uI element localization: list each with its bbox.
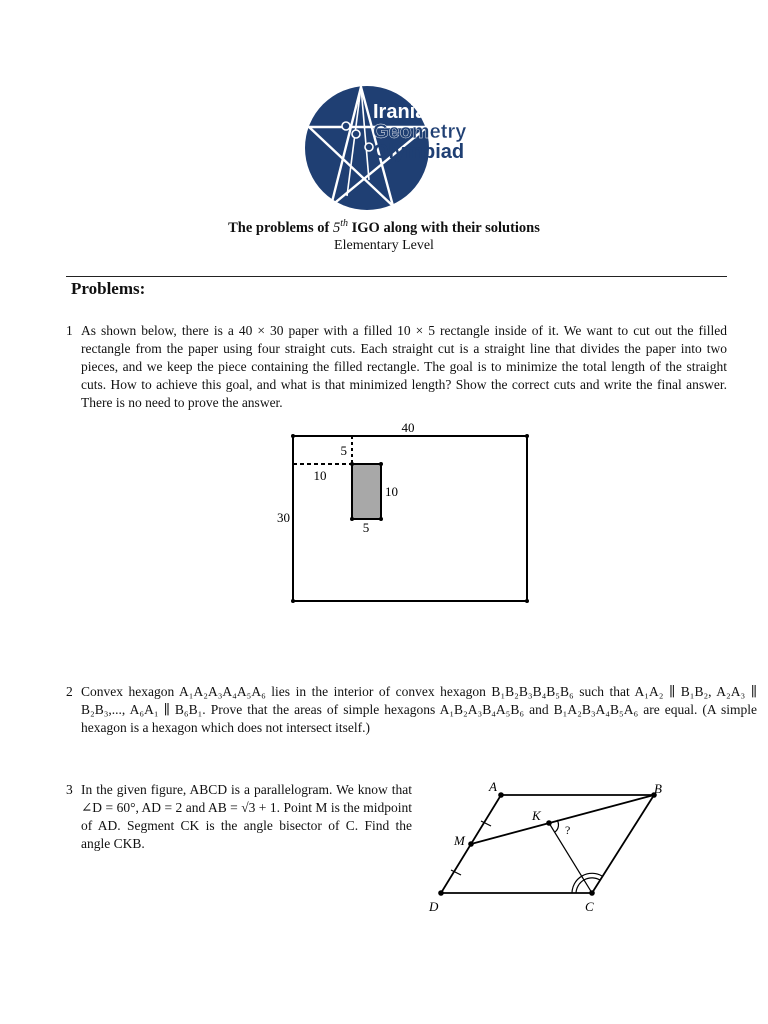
corner-point bbox=[291, 434, 295, 438]
label-width-40: 40 bbox=[401, 420, 415, 435]
corner-point bbox=[350, 517, 354, 521]
point-m bbox=[468, 841, 474, 847]
corner-point bbox=[525, 599, 529, 603]
problem-number: 3 bbox=[66, 782, 73, 797]
point-a bbox=[498, 792, 504, 798]
label-a: A bbox=[489, 779, 497, 794]
label-k: K bbox=[532, 808, 541, 823]
problem-3 bbox=[66, 781, 412, 853]
title-suffix: IGO along with their solutions bbox=[351, 219, 540, 236]
logo-dot bbox=[352, 130, 360, 138]
page-subtitle: Elementary Level bbox=[334, 238, 434, 253]
logo-dot bbox=[342, 122, 350, 130]
logo-text-iranian: Iranian bbox=[373, 101, 439, 123]
corner-point bbox=[379, 517, 383, 521]
problem-number: 1 bbox=[66, 323, 73, 338]
logo-dot bbox=[365, 143, 373, 151]
label-m: M bbox=[454, 833, 465, 848]
page-title bbox=[0, 218, 768, 237]
problem-text: In the given figure, ABCD is a parallelogram. We know that ∠D = 60°, AD = 2 and AB = √3 + 1. Point M is the midpoint of AD. Segment CK is the angle bisector of C. Find the angle CKB. bbox=[81, 782, 412, 851]
section-divider bbox=[66, 276, 727, 277]
corner-point bbox=[350, 462, 354, 466]
label-d: D bbox=[429, 899, 439, 914]
igo-logo bbox=[303, 84, 493, 212]
label-rect-width: 5 bbox=[362, 520, 370, 535]
label-b: B bbox=[654, 781, 662, 796]
problem-text: As shown below, there is a 40 × 30 paper with a filled 10 × 5 rectangle inside of it. We want to cut out the filled rectangle from the paper using four straight cuts. Each straight cut is a straight line that divides the paper into two pieces, and we keep the piece containing the filled rectangle. The goal is to minimize the total length of the straight cuts. How to achieve this goal, and what is that minimized length? Show the correct cuts and write the final answer. There is no need to prove the answer. bbox=[81, 323, 727, 410]
point-d bbox=[438, 890, 444, 896]
point-k bbox=[546, 820, 552, 826]
problem-2 bbox=[66, 683, 757, 737]
corner-point bbox=[525, 434, 529, 438]
problems-heading: Problems: bbox=[71, 279, 146, 298]
logo-text-geometry: Geometry bbox=[373, 121, 467, 143]
problem-number: 2 bbox=[66, 684, 73, 699]
title-prefix: The problems of bbox=[228, 219, 330, 236]
logo-text-olympiad: Olympiad bbox=[373, 141, 465, 163]
point-c bbox=[589, 890, 595, 896]
problem-text: Convex hexagon A₁A₂A₃A₄A₅A₆ lies in the interior of convex hexagon B₁B₂B₃B₄B₅B₆ such that A₁A₂ ∥ B₁B₂, A₂A₃ ∥ B₂B₃,..., A₆A₁ ∥ B₆B₁. Prove that the areas of simple hexagons A₁B₂A₃B₄A₅B₆ and B₁A₂B₃A₄B₅A₆ are equal. (A simple hexagon is a hexagon which does not intersect itself.) bbox=[81, 684, 757, 735]
corner-point bbox=[379, 462, 383, 466]
corner-point bbox=[291, 599, 295, 603]
title-ordinal bbox=[333, 220, 348, 236]
label-c: C bbox=[585, 899, 594, 914]
problem-1 bbox=[66, 322, 727, 412]
paper-outline bbox=[293, 436, 527, 601]
filled-rectangle bbox=[352, 464, 381, 519]
label-question: ? bbox=[565, 823, 571, 837]
label-height-30: 30 bbox=[277, 510, 290, 525]
title-ordinal-suffix: th bbox=[340, 218, 348, 229]
segment-mb bbox=[471, 795, 654, 844]
problem-3-figure bbox=[420, 776, 675, 916]
label-vertical-gap: 5 bbox=[340, 443, 347, 458]
title-ordinal-number: 5 bbox=[332, 219, 341, 236]
label-rect-height: 10 bbox=[385, 484, 398, 499]
label-horizontal-gap: 10 bbox=[313, 468, 327, 483]
problem-1-figure bbox=[268, 418, 540, 608]
segment-kc bbox=[549, 823, 592, 893]
